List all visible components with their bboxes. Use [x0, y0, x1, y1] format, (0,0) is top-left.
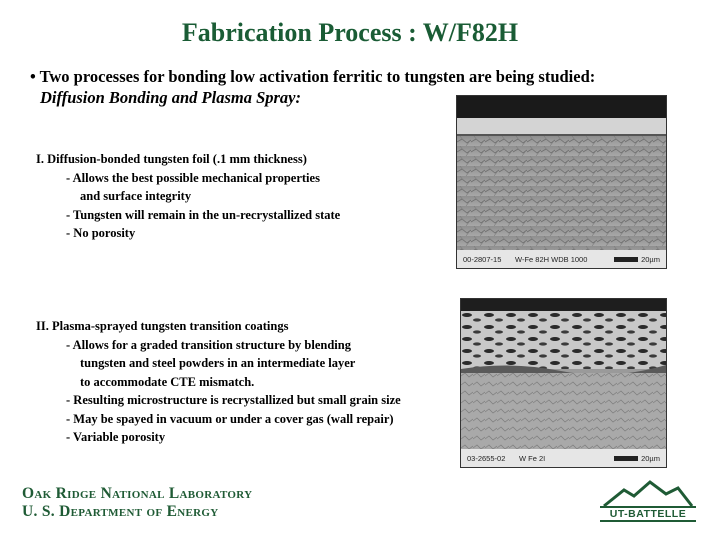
footer-organization	[22, 485, 252, 521]
micrograph-image	[461, 299, 666, 449]
bullet-line: and surface integrity	[80, 189, 192, 203]
micrograph-diffusion-bonded	[456, 95, 667, 269]
intro-line-1: • Two processes for bonding low activation ferritic to tungsten are being studied:	[30, 67, 596, 86]
ut-battelle-logo	[600, 478, 696, 522]
bullet-line: - May be spayed in vacuum or under a cover gas (wall repair)	[66, 411, 394, 426]
logo-text: UT-BATTELLE	[600, 506, 696, 522]
sample-id: 03-2655-02	[467, 453, 506, 463]
scale-bar-icon	[614, 257, 638, 262]
section-plasma-spray	[36, 317, 401, 447]
scale-bar	[614, 255, 666, 264]
micrograph-caption	[457, 250, 666, 268]
bullet-line: - Variable porosity	[66, 430, 166, 444]
section-diffusion-bonding	[36, 150, 340, 243]
bullet-line: to accommodate CTE mismatch.	[80, 374, 255, 389]
bullet-line: - Resulting microstructure is recrystallized but small grain size	[66, 393, 401, 407]
lab-name: Oak Ridge National Laboratory	[22, 485, 253, 502]
section-heading: I. Diffusion-bonded tungsten foil (.1 mm thickness)	[36, 152, 307, 166]
micrograph-caption	[461, 449, 666, 467]
bullet-line: - Allows for a graded transition structure by blending	[66, 337, 351, 352]
sample-label: W Fe 2I	[519, 453, 546, 463]
scale-bar-icon	[614, 456, 638, 461]
intro-line-2: Diffusion Bonding and Plasma Spray:	[40, 88, 302, 107]
bullet-line: tungsten and steel powders in an intermediate layer	[80, 356, 356, 370]
mountain-icon	[600, 478, 696, 508]
page-title: Fabrication Process : W/F82H	[181, 18, 519, 47]
bullet-line: - Tungsten will remain in the un-recrystallized state	[66, 207, 341, 222]
micrograph-plasma-sprayed	[460, 298, 667, 468]
department-name: U. S. Department of Energy	[22, 503, 219, 520]
bullet-line: - No porosity	[66, 226, 136, 240]
section-heading: II. Plasma-sprayed tungsten transition coatings	[36, 319, 289, 333]
bullet-line: - Allows the best possible mechanical properties	[66, 170, 320, 185]
scale-label: 20µm	[641, 254, 660, 264]
sample-label: W-Fe 82H WDB 1000	[515, 254, 588, 264]
scale-bar	[614, 454, 666, 463]
sample-id: 00-2807-15	[463, 254, 502, 264]
micrograph-image	[457, 96, 666, 250]
scale-label: 20µm	[641, 453, 660, 463]
